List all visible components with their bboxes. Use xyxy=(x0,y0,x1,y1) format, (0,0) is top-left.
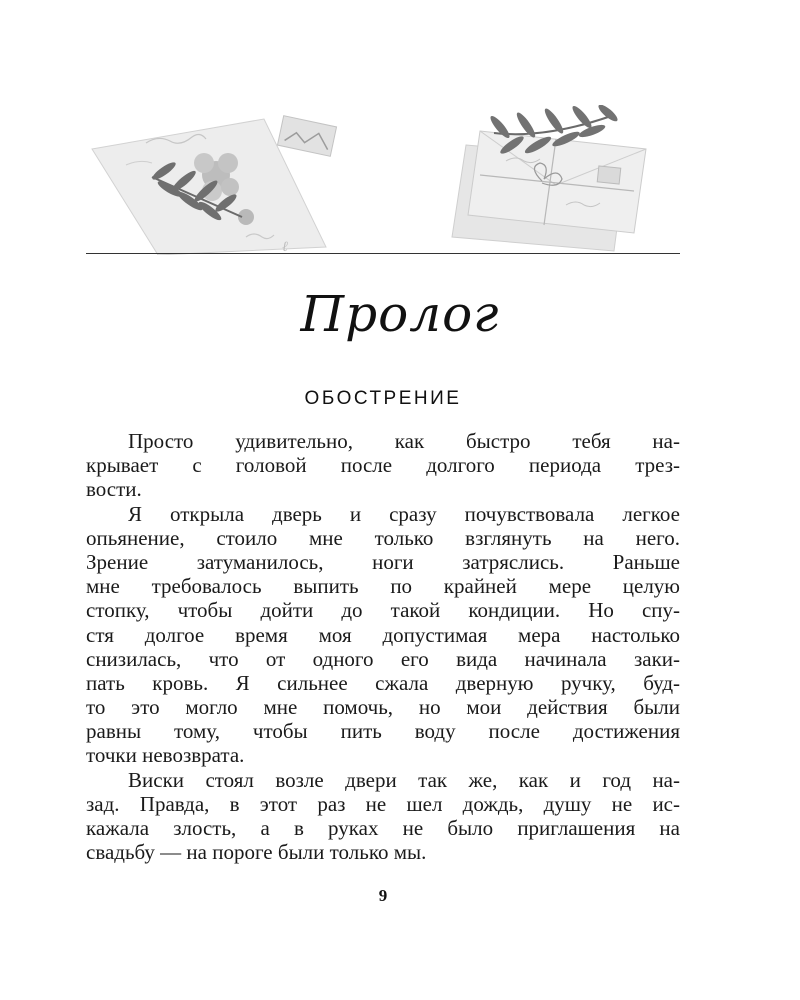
page-number: 9 xyxy=(378,886,388,905)
text-line: Я открыла дверь и сразу почувствовала легкое xyxy=(128,501,680,526)
section-title: ОБОСТРЕНИЕ xyxy=(304,388,462,409)
body-text xyxy=(86,429,680,864)
text-line: Зрение затуманилось, ноги затряслись. Раньше xyxy=(86,549,680,574)
text-line: кажала злость, а в руках не было приглашения на xyxy=(86,816,680,840)
header-illustration xyxy=(86,105,680,255)
text-line: Виски стоял возле двери так же, как и год на- xyxy=(128,767,680,792)
stamp-drawing xyxy=(277,116,336,157)
text-line: опьянение, стоило мне только взглянуть на него. xyxy=(86,525,680,550)
text-line: стопку, чтобы дойти до такой кондиции. Но спу- xyxy=(86,598,680,623)
paragraph xyxy=(86,502,680,768)
envelopes-drawing xyxy=(452,131,646,251)
text-line: крывает с головой после долгого периода трез- xyxy=(86,453,680,478)
text-line: стя долгое время моя допустимая мера настолько xyxy=(86,622,680,647)
text-line: равны тому, чтобы пить воду после достижения xyxy=(86,719,680,744)
text-line: вости. xyxy=(86,477,142,502)
text-line: пать кровь. Я сильнее сжала дверную ручку, буд- xyxy=(86,670,680,695)
header-divider xyxy=(86,253,680,254)
text-line: зад. Правда, в этот раз не шел дождь, душу не ис- xyxy=(86,791,680,816)
text-line: точки невозврата. xyxy=(86,743,245,768)
text-line: то это могло мне помочь, но мои действия были xyxy=(86,695,680,720)
paragraph xyxy=(86,429,680,502)
paragraph xyxy=(86,768,680,865)
text-line: Просто удивительно, как быстро тебя на- xyxy=(128,429,680,453)
text-line: свадьбу — на пороге были только мы. xyxy=(86,840,427,865)
text-line: мне требовалось выпить по крайней мере целую xyxy=(86,574,680,599)
svg-text:ℓ: ℓ xyxy=(282,239,288,255)
text-line: снизилась, что от одного его вида начинала заки- xyxy=(86,646,680,671)
chapter-title: Пролог xyxy=(300,285,500,343)
